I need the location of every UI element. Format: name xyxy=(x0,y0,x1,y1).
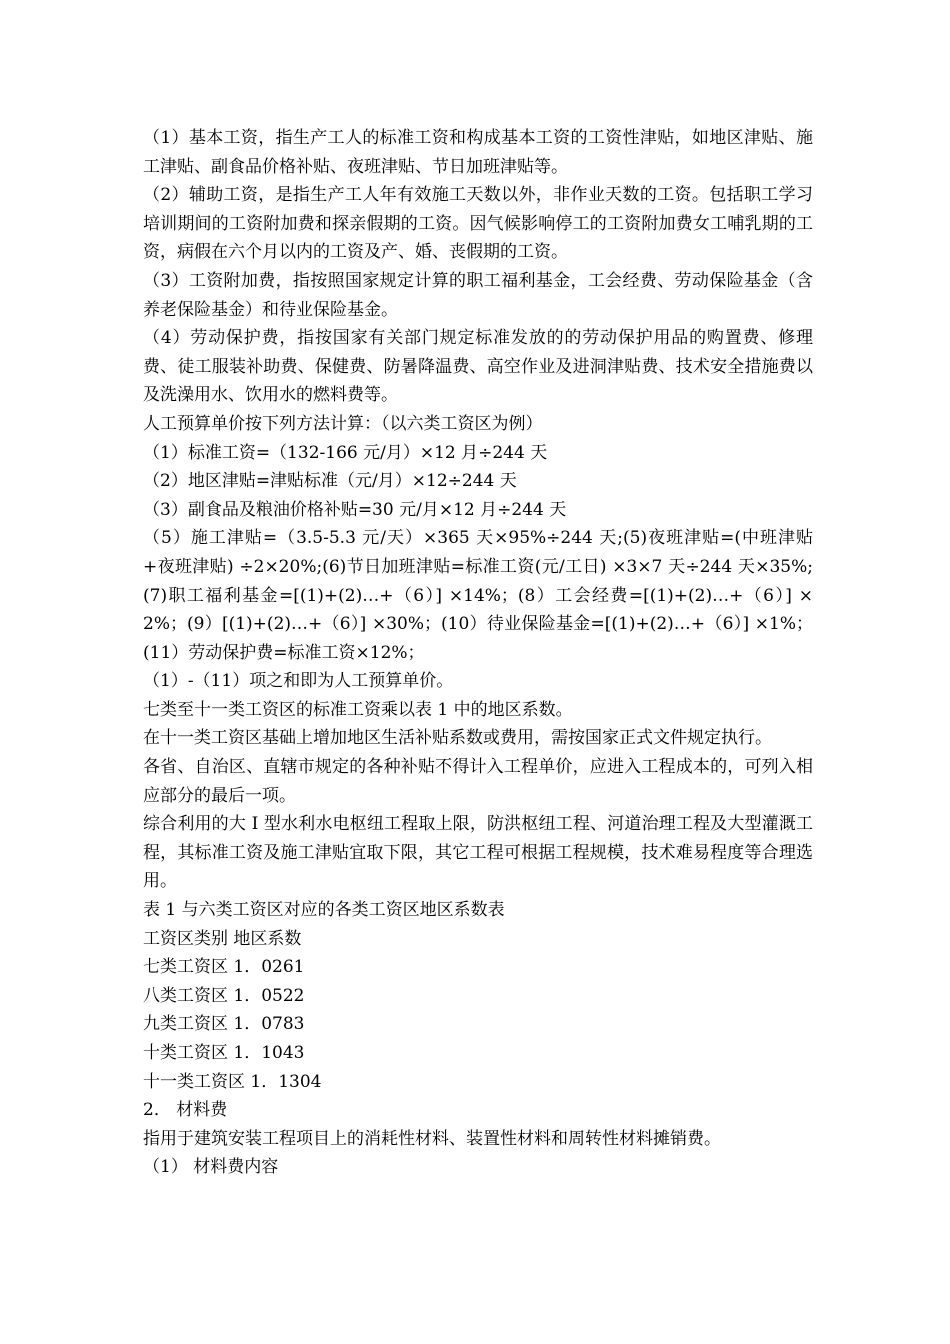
table-title: 表 1 与六类工资区对应的各类工资区地区系数表 xyxy=(143,900,505,921)
paragraph-coefficient-note: 七类至十一类工资区的标准工资乘以表 1 中的地区系数。 xyxy=(143,699,573,720)
paragraph-basic-wage: （1）基本工资，指生产工人的标准工资和构成基本工资的工资性津贴，如地区津贴、施工津贴、副食品价格补贴、夜班津贴、节日加班津贴等。 xyxy=(143,128,813,177)
paragraph-material-cost-definition: 指用于建筑安装工程项目上的消耗性材料、装置性材料和周转性材料摊销费。 xyxy=(143,1128,721,1149)
paragraph-provincial-subsidy-note: 各省、自治区、直辖市规定的各种补贴不得计入工程单价，应进入工程成本的，可列入相应部分的最后一项。 xyxy=(143,757,813,806)
table-row: 八类工资区 1．0522 xyxy=(143,985,305,1006)
section-heading-material-cost: 2． 材料费 xyxy=(143,1100,228,1121)
paragraph-food-subsidy-formula: （3）副食品及粮油价格补贴=30 元/月×12 月÷244 天 xyxy=(143,499,567,520)
table-header: 工资区类别 地区系数 xyxy=(143,928,302,949)
paragraph-labor-protection: （4）劳动保护费，指按国家有关部门规定标准发放的的劳动保护用品的购置费、修理费、徒工服装补助费、保健费、防暑降温费、高空作业及进洞津贴费、技术安全措施费以及洗澡用水、饮用水的燃料费等。 xyxy=(143,328,813,406)
paragraph-wage-surcharge: （3）工资附加费，指按照国家规定计算的职工福利基金，工会经费、劳动保险基金（含养老保险基金）和待业保险基金。 xyxy=(143,270,813,320)
table-row: 十类工资区 1．1043 xyxy=(143,1043,305,1063)
document-page xyxy=(143,124,813,1182)
table-row: 十一类工资区 1．1304 xyxy=(143,1071,322,1092)
table-row: 七类工资区 1．0261 xyxy=(143,957,305,978)
paragraph-auxiliary-wage: （2）辅助工资，是指生产工人年有效施工天数以外，非作业天数的工资。包括职工学习培训期间的工资附加费和探亲假期的工资。因气候影响停工的工资附加费女工哺乳期的工资，病假在六个月以内的工资及产、婚、丧假期的工资。 xyxy=(143,185,813,263)
paragraph-regional-allowance-formula: （2）地区津贴=津贴标准（元/月）×12÷244 天 xyxy=(143,471,517,492)
table-row: 九类工资区 1．0783 xyxy=(143,1014,305,1035)
paragraph-project-scale-note: 综合利用的大 I 型水利水电枢纽工程取上限，防洪枢纽工程、河道治理工程及大型灌溉工程，其标准工资及施工津贴宜取下限，其它工程可根据工程规模，技术难易程度等合理选用。 xyxy=(143,814,813,892)
paragraph-living-subsidy-note: 在十一类工资区基础上增加地区生活补贴系数或费用，需按国家正式文件规定执行。 xyxy=(143,728,772,749)
paragraph-standard-wage-formula: （1）标准工资=（132-166 元/月）×12 月÷244 天 xyxy=(143,442,548,463)
paragraph-combined-formulas: （5）施工津贴=（3.5-5.3 元/天）×365 天×95%÷244 天;(5)夜班津贴=(中班津贴+夜班津贴) ÷2×20%;(6)节日加班津贴=标准工资(元/工日) ×3×7 天÷244 天×35%;(7)职工福利基金=[(1)+(2)…+（6）] ×14%；(8）工会经费=[(1)+(2)…+（6）] ×2%；(9）[(1)+(2)…+（6）] ×30%；(10）待业保险基金=[(1)+(2)…+（6）] ×1%；(11）劳动保护费=标准工资×12%； xyxy=(143,528,813,663)
paragraph-calculation-intro: 人工预算单价按下列方法计算：（以六类工资区为例） xyxy=(143,413,543,434)
subsection-heading-material-content: （1） 材料费内容 xyxy=(143,1157,279,1178)
paragraph-sum-note: （1）-（11）项之和即为人工预算单价。 xyxy=(143,671,454,692)
